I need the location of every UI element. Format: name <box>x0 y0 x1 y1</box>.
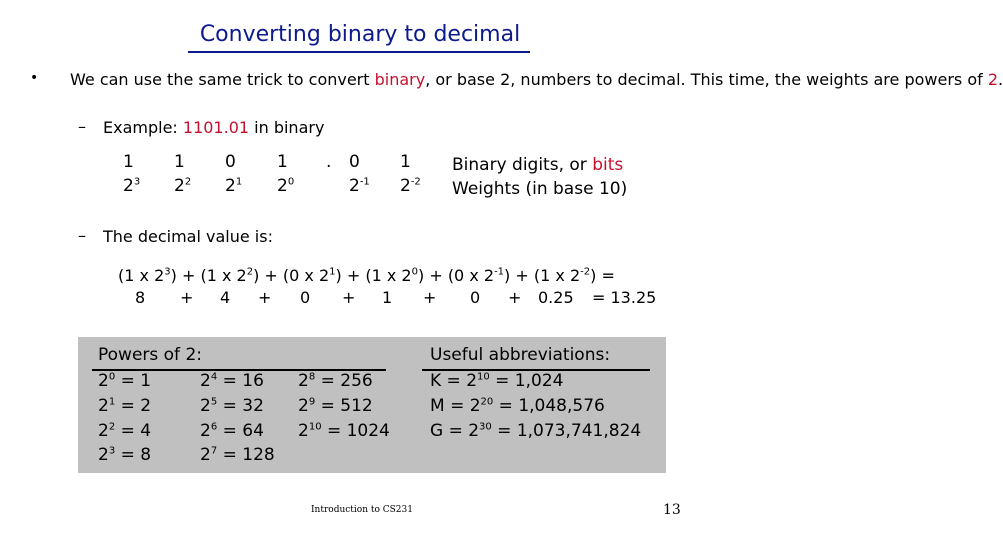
power-of-two <box>298 421 390 441</box>
weight-base: 2 <box>277 176 288 196</box>
power-value: = 1 <box>115 371 152 391</box>
sum-term: + <box>258 288 272 307</box>
power-base: 2 <box>98 445 109 465</box>
expression-suffix: ) = <box>590 266 615 285</box>
binary-digit: 1 <box>174 152 185 172</box>
sum-term: + <box>342 288 356 307</box>
power-exponent: 4 <box>210 371 218 383</box>
sum-term: 0 <box>300 288 311 307</box>
expression-suffix: ) + <box>253 266 283 285</box>
power-exponent: 1 <box>108 396 116 408</box>
weight-base: 2 <box>400 176 411 196</box>
binary-digit: 0 <box>349 152 360 172</box>
digit-weight <box>400 176 421 196</box>
sum-term: 0.25 <box>538 288 574 307</box>
title-underline <box>188 51 530 53</box>
weight-exponent: 3 <box>133 176 141 188</box>
bullet-marker: • <box>30 70 39 86</box>
slide-title: Converting binary to decimal <box>199 22 521 47</box>
sum-term: 8 <box>135 288 146 307</box>
weight-exponent: -1 <box>359 176 370 188</box>
power-of-two <box>200 445 275 465</box>
sum-term: + <box>180 288 194 307</box>
sum-term: 1 <box>382 288 393 307</box>
digits-legend-text: Binary digits, or <box>452 155 593 175</box>
power-value: = 16 <box>217 371 264 391</box>
weight-base: 2 <box>225 176 236 196</box>
example-suffix: in binary <box>249 118 325 137</box>
weight-exponent: 2 <box>184 176 192 188</box>
powers-title: Powers of 2: <box>98 345 202 365</box>
digit-weight <box>225 176 242 196</box>
digit-weight <box>123 176 140 196</box>
weight-exponent: 1 <box>235 176 243 188</box>
weights-legend: Weights (in base 10) <box>452 179 628 199</box>
power-value: = 128 <box>217 445 275 465</box>
power-base: 2 <box>298 396 309 416</box>
digit-weight <box>174 176 191 196</box>
abbreviation <box>430 421 641 441</box>
power-value: = 256 <box>315 371 373 391</box>
power-value: = 32 <box>217 396 264 416</box>
power-exponent: 9 <box>308 396 316 408</box>
intro-paragraph <box>70 69 1003 90</box>
power-of-two <box>98 396 151 416</box>
power-exponent: 5 <box>210 396 218 408</box>
power-value: = 2 <box>115 396 152 416</box>
digit-weight <box>277 176 294 196</box>
page-number: 13 <box>663 502 681 518</box>
expression-suffix: ) + <box>335 266 366 285</box>
abbreviation-value: = 1,024 <box>489 371 564 391</box>
expression-term: (1 x 2 <box>533 266 581 285</box>
digit-weight <box>349 176 370 196</box>
digits-legend <box>452 155 623 175</box>
binary-digit: . <box>326 152 332 172</box>
abbreviation <box>430 371 563 391</box>
expression-term: (0 x 2 <box>447 266 495 285</box>
sum-term: = 13.25 <box>592 288 657 307</box>
decimal-intro: The decimal value is: <box>103 227 273 246</box>
sum-term: + <box>508 288 522 307</box>
digits-legend-bits: bits <box>592 155 624 175</box>
power-exponent: 8 <box>308 371 316 383</box>
power-value: = 512 <box>315 396 373 416</box>
expression-term: (1 x 2 <box>200 266 247 285</box>
power-base: 2 <box>200 396 211 416</box>
weight-base: 2 <box>123 176 134 196</box>
power-base: 2 <box>98 396 109 416</box>
power-value: = 8 <box>115 445 152 465</box>
power-value: = 1024 <box>321 421 390 441</box>
binary-digit: 1 <box>277 152 288 172</box>
expression-suffix: ) + <box>417 266 448 285</box>
power-exponent: 2 <box>108 421 116 433</box>
expression-exponent: 0 <box>411 266 418 278</box>
expression-term: (1 x 2 <box>118 266 165 285</box>
intro-highlight-binary: binary <box>374 70 426 89</box>
abbreviation-value: = 1,048,576 <box>493 396 605 416</box>
example-dash: – <box>78 117 86 136</box>
abbreviation-value: = 1,073,741,824 <box>491 421 642 441</box>
expression-term: (0 x 2 <box>282 266 330 285</box>
power-of-two <box>200 421 264 441</box>
abbreviation-exponent: 10 <box>477 371 490 383</box>
example-label: Example: <box>103 118 183 137</box>
power-of-two <box>200 396 264 416</box>
power-of-two <box>298 371 373 391</box>
expression-term: (1 x 2 <box>365 266 412 285</box>
expression-suffix: ) + <box>504 266 534 285</box>
abbreviation-prefix: K = 2 <box>430 371 478 391</box>
power-value: = 4 <box>115 421 152 441</box>
weight-base: 2 <box>174 176 185 196</box>
power-value: = 64 <box>217 421 264 441</box>
decimal-dash: – <box>78 226 86 245</box>
abbreviation-prefix: G = 2 <box>430 421 480 441</box>
footer-text: Introduction to CS231 <box>311 505 413 515</box>
intro-highlight-two: 2 <box>987 70 999 89</box>
sum-term: + <box>423 288 437 307</box>
weight-exponent: -2 <box>410 176 421 188</box>
expression-exponent: -2 <box>580 266 591 278</box>
power-of-two <box>200 371 264 391</box>
power-base: 2 <box>98 421 109 441</box>
power-of-two <box>98 445 151 465</box>
power-base: 2 <box>98 371 109 391</box>
expansion-expression <box>118 266 615 285</box>
expression-exponent: 3 <box>164 266 171 278</box>
weight-base: 2 <box>349 176 360 196</box>
power-base: 2 <box>298 371 309 391</box>
power-base: 2 <box>200 371 211 391</box>
expression-exponent: -1 <box>494 266 505 278</box>
expression-exponent: 2 <box>246 266 254 278</box>
binary-digit: 1 <box>123 152 134 172</box>
power-exponent: 0 <box>108 371 116 383</box>
abbreviation-exponent: 20 <box>480 396 494 408</box>
power-exponent: 3 <box>108 445 116 457</box>
power-base: 2 <box>200 421 211 441</box>
example-value: 1101.01 <box>182 118 250 137</box>
power-of-two <box>98 371 151 391</box>
intro-text-3: . <box>998 70 1003 89</box>
sum-term: 0 <box>470 288 481 307</box>
abbreviations-title: Useful abbreviations: <box>430 345 611 365</box>
power-of-two <box>298 396 373 416</box>
binary-digit: 0 <box>225 152 236 172</box>
intro-text-2: , or base 2, numbers to decimal. This time, the weights are powers of <box>425 70 988 89</box>
abbreviation <box>430 396 605 416</box>
expression-exponent: 1 <box>329 266 336 278</box>
powers-panel <box>78 337 666 473</box>
abbreviation-prefix: M = 2 <box>430 396 481 416</box>
power-exponent: 6 <box>210 421 218 433</box>
power-base: 2 <box>200 445 211 465</box>
power-exponent: 10 <box>308 421 322 433</box>
binary-digit: 1 <box>400 152 411 172</box>
expression-suffix: ) + <box>170 266 201 285</box>
weight-exponent: 0 <box>287 176 295 188</box>
intro-text-1: We can use the same trick to convert <box>70 70 375 89</box>
power-exponent: 7 <box>210 445 218 457</box>
example-line <box>103 118 324 137</box>
power-base: 2 <box>298 421 309 441</box>
sum-term: 4 <box>220 288 231 307</box>
power-of-two <box>98 421 151 441</box>
abbreviation-exponent: 30 <box>479 421 492 433</box>
